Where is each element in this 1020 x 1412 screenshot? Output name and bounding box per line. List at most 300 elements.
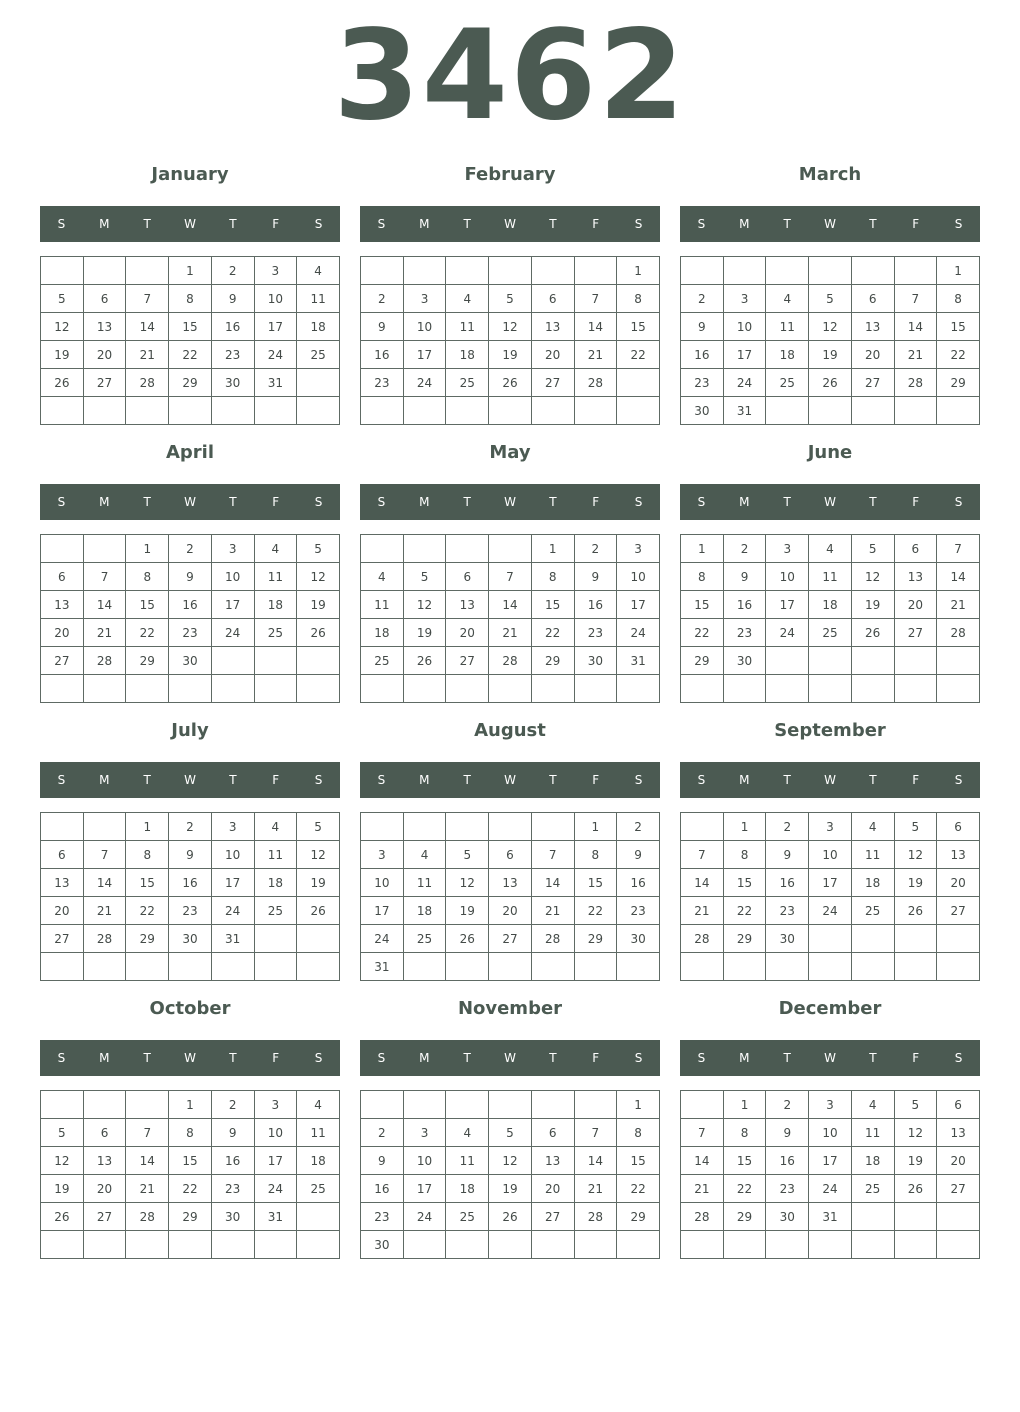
- day-cell: 28: [83, 925, 126, 953]
- day-cell: 3: [403, 285, 446, 313]
- day-grid: [680, 812, 980, 981]
- weekday-header: [360, 206, 660, 242]
- day-cell: 17: [254, 1147, 297, 1175]
- week-row: [361, 897, 660, 925]
- day-cell: 17: [403, 1175, 446, 1203]
- day-cell: 8: [169, 285, 212, 313]
- day-cell: 4: [297, 257, 340, 285]
- day-cell: [403, 397, 446, 425]
- day-cell: 11: [766, 313, 809, 341]
- weekday-label: S: [314, 773, 323, 787]
- weekday-label: M: [99, 495, 110, 509]
- day-cell: [681, 257, 724, 285]
- month-name: April: [165, 442, 215, 463]
- day-cell: 30: [617, 925, 660, 953]
- day-cell: 6: [894, 535, 937, 563]
- day-cell: 16: [766, 869, 809, 897]
- day-cell: 6: [41, 841, 84, 869]
- day-cell: 5: [489, 285, 532, 313]
- day-cell: 23: [681, 369, 724, 397]
- day-cell: 25: [297, 341, 340, 369]
- day-cell: 1: [126, 813, 169, 841]
- day-cell: 29: [126, 647, 169, 675]
- day-cell: 26: [297, 619, 340, 647]
- weekday-header: [360, 484, 660, 520]
- day-cell: 20: [41, 619, 84, 647]
- weekday-label: T: [549, 217, 557, 231]
- day-grid: [360, 1090, 660, 1259]
- week-row: [681, 619, 980, 647]
- day-cell: 7: [574, 1119, 617, 1147]
- day-cell: 14: [894, 313, 937, 341]
- day-cell: 7: [574, 285, 617, 313]
- day-cell: 4: [766, 285, 809, 313]
- week-row: [681, 257, 980, 285]
- day-cell: 20: [851, 341, 894, 369]
- day-cell: 2: [766, 813, 809, 841]
- day-cell: 31: [617, 647, 660, 675]
- day-cell: 25: [254, 619, 297, 647]
- day-cell: 21: [83, 897, 126, 925]
- day-cell: 22: [169, 1175, 212, 1203]
- week-row: [681, 1119, 980, 1147]
- day-cell: 31: [254, 1203, 297, 1231]
- day-cell: 26: [489, 1203, 532, 1231]
- day-cell: 15: [169, 1147, 212, 1175]
- day-cell: 31: [211, 925, 254, 953]
- week-row: [681, 563, 980, 591]
- day-cell: [126, 953, 169, 981]
- day-cell: [489, 1231, 532, 1259]
- day-cell: 31: [254, 369, 297, 397]
- day-cell: 13: [489, 869, 532, 897]
- week-row: [681, 953, 980, 981]
- day-cell: 25: [809, 619, 852, 647]
- day-cell: 8: [723, 841, 766, 869]
- week-row: [41, 1147, 340, 1175]
- day-cell: 9: [361, 1147, 404, 1175]
- day-cell: [169, 953, 212, 981]
- weekday-label: M: [419, 217, 430, 231]
- week-row: [41, 953, 340, 981]
- day-cell: [361, 397, 404, 425]
- day-cell: 31: [361, 953, 404, 981]
- day-cell: 8: [574, 841, 617, 869]
- day-cell: 24: [211, 619, 254, 647]
- day-cell: 18: [851, 869, 894, 897]
- day-cell: [531, 397, 574, 425]
- day-cell: 28: [574, 369, 617, 397]
- day-cell: 12: [851, 563, 894, 591]
- weekday-label: W: [184, 773, 196, 787]
- weekday-label: F: [272, 217, 280, 231]
- day-grid: [40, 256, 340, 425]
- day-cell: 12: [41, 313, 84, 341]
- week-row: [41, 841, 340, 869]
- day-cell: 21: [126, 1175, 169, 1203]
- weekday-label: F: [592, 773, 600, 787]
- day-cell: 5: [809, 285, 852, 313]
- day-cell: 14: [681, 1147, 724, 1175]
- day-cell: 24: [809, 897, 852, 925]
- day-cell: 4: [851, 1091, 894, 1119]
- day-cell: 9: [574, 563, 617, 591]
- day-cell: [41, 1091, 84, 1119]
- day-cell: 5: [489, 1119, 532, 1147]
- day-cell: 1: [531, 535, 574, 563]
- day-cell: [489, 953, 532, 981]
- day-cell: 19: [403, 619, 446, 647]
- day-cell: 13: [937, 841, 980, 869]
- day-cell: [297, 1203, 340, 1231]
- day-cell: 10: [766, 563, 809, 591]
- weekday-label: T: [143, 217, 151, 231]
- day-cell: 21: [83, 619, 126, 647]
- day-cell: 27: [851, 369, 894, 397]
- day-cell: [41, 675, 84, 703]
- day-cell: 27: [83, 1203, 126, 1231]
- day-cell: 20: [83, 1175, 126, 1203]
- day-cell: 10: [211, 563, 254, 591]
- day-cell: [809, 397, 852, 425]
- day-cell: 7: [83, 563, 126, 591]
- day-cell: 23: [617, 897, 660, 925]
- day-cell: 7: [894, 285, 937, 313]
- weekday-label: S: [57, 495, 66, 509]
- day-cell: 11: [851, 841, 894, 869]
- weekday-label: T: [143, 1051, 151, 1065]
- day-cell: 17: [723, 341, 766, 369]
- day-cell: 12: [297, 563, 340, 591]
- weekday-label: T: [229, 495, 237, 509]
- day-cell: 11: [446, 1147, 489, 1175]
- weekday-header: [40, 484, 340, 520]
- day-cell: 10: [809, 841, 852, 869]
- day-cell: 17: [211, 869, 254, 897]
- day-cell: 14: [83, 591, 126, 619]
- day-cell: 22: [169, 341, 212, 369]
- week-row: [681, 1175, 980, 1203]
- month-name: June: [807, 442, 853, 463]
- day-cell: [126, 257, 169, 285]
- day-cell: 29: [617, 1203, 660, 1231]
- weekday-label: T: [869, 773, 877, 787]
- weekday-label: T: [229, 217, 237, 231]
- day-cell: 13: [894, 563, 937, 591]
- week-row: [361, 869, 660, 897]
- day-cell: [489, 675, 532, 703]
- day-cell: 2: [169, 535, 212, 563]
- day-cell: [83, 1091, 126, 1119]
- day-cell: [361, 813, 404, 841]
- day-cell: 12: [809, 313, 852, 341]
- day-cell: 22: [723, 897, 766, 925]
- weekday-label: F: [272, 773, 280, 787]
- day-cell: 15: [126, 591, 169, 619]
- day-cell: 6: [937, 813, 980, 841]
- day-cell: 20: [446, 619, 489, 647]
- weekday-label: S: [954, 217, 963, 231]
- week-row: [361, 341, 660, 369]
- day-cell: 12: [894, 1119, 937, 1147]
- day-cell: 28: [937, 619, 980, 647]
- month-name: November: [457, 998, 563, 1019]
- week-row: [41, 1119, 340, 1147]
- day-cell: 18: [446, 1175, 489, 1203]
- day-cell: [83, 397, 126, 425]
- month-name: January: [151, 164, 229, 185]
- day-cell: [126, 397, 169, 425]
- day-cell: 8: [169, 1119, 212, 1147]
- day-cell: 27: [531, 1203, 574, 1231]
- day-cell: 25: [254, 897, 297, 925]
- weekday-label: F: [592, 217, 600, 231]
- week-row: [361, 841, 660, 869]
- day-cell: 8: [617, 1119, 660, 1147]
- day-cell: [617, 397, 660, 425]
- day-cell: 22: [723, 1175, 766, 1203]
- day-cell: 28: [126, 369, 169, 397]
- day-cell: 5: [446, 841, 489, 869]
- day-cell: 3: [361, 841, 404, 869]
- weekday-label: W: [824, 495, 836, 509]
- day-cell: 14: [531, 869, 574, 897]
- day-cell: 29: [723, 925, 766, 953]
- day-cell: 13: [851, 313, 894, 341]
- week-row: [41, 591, 340, 619]
- day-cell: 8: [531, 563, 574, 591]
- day-cell: 11: [403, 869, 446, 897]
- day-cell: [766, 647, 809, 675]
- day-cell: 15: [681, 591, 724, 619]
- day-cell: 14: [126, 313, 169, 341]
- week-row: [361, 675, 660, 703]
- day-cell: 2: [361, 1119, 404, 1147]
- day-cell: [937, 925, 980, 953]
- day-cell: 16: [211, 1147, 254, 1175]
- day-cell: [403, 1091, 446, 1119]
- day-cell: [297, 675, 340, 703]
- day-cell: 29: [126, 925, 169, 953]
- weekday-label: S: [57, 217, 66, 231]
- week-row: [681, 1231, 980, 1259]
- day-cell: 1: [681, 535, 724, 563]
- day-cell: 9: [766, 1119, 809, 1147]
- day-cell: 14: [126, 1147, 169, 1175]
- day-cell: 26: [41, 369, 84, 397]
- day-cell: 1: [617, 257, 660, 285]
- day-cell: [937, 953, 980, 981]
- weekday-header: [40, 1040, 340, 1076]
- day-cell: 16: [681, 341, 724, 369]
- day-cell: 30: [169, 925, 212, 953]
- day-cell: 6: [531, 1119, 574, 1147]
- week-row: [41, 1091, 340, 1119]
- day-cell: 9: [681, 313, 724, 341]
- week-row: [41, 563, 340, 591]
- week-row: [361, 1203, 660, 1231]
- day-cell: [851, 647, 894, 675]
- day-cell: 8: [681, 563, 724, 591]
- day-cell: 12: [446, 869, 489, 897]
- weekday-label: S: [314, 1051, 323, 1065]
- day-cell: 21: [126, 341, 169, 369]
- month-name: March: [798, 164, 862, 185]
- weekday-label: T: [549, 495, 557, 509]
- week-row: [361, 397, 660, 425]
- day-cell: [254, 647, 297, 675]
- day-cell: 30: [681, 397, 724, 425]
- weekday-label: T: [869, 495, 877, 509]
- weekday-label: M: [99, 217, 110, 231]
- day-cell: 14: [681, 869, 724, 897]
- day-grid: [680, 256, 980, 425]
- day-cell: 28: [894, 369, 937, 397]
- day-cell: 29: [531, 647, 574, 675]
- day-cell: 27: [489, 925, 532, 953]
- day-cell: [403, 813, 446, 841]
- day-cell: 24: [254, 1175, 297, 1203]
- year-title: 3462: [333, 4, 687, 148]
- day-cell: 10: [723, 313, 766, 341]
- day-cell: [937, 675, 980, 703]
- day-cell: [574, 953, 617, 981]
- day-cell: 3: [617, 535, 660, 563]
- day-cell: [83, 535, 126, 563]
- week-row: [681, 591, 980, 619]
- day-cell: [254, 675, 297, 703]
- weekday-label: F: [912, 773, 920, 787]
- day-cell: [851, 925, 894, 953]
- day-cell: 3: [723, 285, 766, 313]
- day-cell: [41, 1231, 84, 1259]
- day-cell: 2: [723, 535, 766, 563]
- day-cell: [617, 675, 660, 703]
- day-cell: 1: [574, 813, 617, 841]
- day-cell: 25: [766, 369, 809, 397]
- day-cell: [489, 257, 532, 285]
- weekday-label: S: [377, 495, 386, 509]
- day-cell: [41, 535, 84, 563]
- day-cell: 2: [169, 813, 212, 841]
- day-cell: 23: [169, 897, 212, 925]
- weekday-label: S: [377, 217, 386, 231]
- day-cell: 11: [297, 1119, 340, 1147]
- week-row: [41, 285, 340, 313]
- weekday-header: [40, 762, 340, 798]
- day-cell: 8: [617, 285, 660, 313]
- day-cell: 22: [126, 897, 169, 925]
- day-cell: 24: [254, 341, 297, 369]
- day-cell: 11: [254, 841, 297, 869]
- day-cell: 22: [617, 341, 660, 369]
- day-cell: 18: [254, 869, 297, 897]
- week-row: [41, 869, 340, 897]
- day-cell: 17: [254, 313, 297, 341]
- day-cell: [361, 675, 404, 703]
- weekday-label: S: [954, 773, 963, 787]
- day-cell: [403, 257, 446, 285]
- week-row: [361, 369, 660, 397]
- day-cell: 27: [83, 369, 126, 397]
- day-cell: 20: [489, 897, 532, 925]
- day-cell: [851, 675, 894, 703]
- day-cell: [361, 257, 404, 285]
- weekday-label: M: [99, 1051, 110, 1065]
- week-row: [41, 397, 340, 425]
- day-cell: [851, 1203, 894, 1231]
- weekday-label: T: [783, 1051, 791, 1065]
- day-cell: 17: [766, 591, 809, 619]
- weekday-header: [40, 206, 340, 242]
- day-cell: 9: [211, 1119, 254, 1147]
- day-cell: 23: [361, 369, 404, 397]
- week-row: [41, 925, 340, 953]
- day-cell: 2: [211, 257, 254, 285]
- day-grid: [40, 1090, 340, 1259]
- day-cell: 13: [531, 313, 574, 341]
- day-cell: 13: [83, 1147, 126, 1175]
- week-row: [361, 619, 660, 647]
- day-cell: 13: [83, 313, 126, 341]
- weekday-label: W: [184, 495, 196, 509]
- day-cell: 18: [403, 897, 446, 925]
- day-cell: 10: [617, 563, 660, 591]
- day-grid: [40, 534, 340, 703]
- day-cell: 25: [297, 1175, 340, 1203]
- day-cell: 10: [211, 841, 254, 869]
- day-cell: 13: [41, 869, 84, 897]
- day-grid: [360, 812, 660, 981]
- weekday-label: M: [99, 773, 110, 787]
- day-cell: 30: [361, 1231, 404, 1259]
- day-cell: 12: [489, 313, 532, 341]
- weekday-label: S: [697, 217, 706, 231]
- day-cell: 9: [169, 841, 212, 869]
- day-cell: 29: [169, 369, 212, 397]
- day-cell: 27: [937, 897, 980, 925]
- day-cell: [446, 1231, 489, 1259]
- week-row: [681, 341, 980, 369]
- weekday-label: M: [419, 1051, 430, 1065]
- weekday-label: F: [912, 495, 920, 509]
- day-cell: [489, 1091, 532, 1119]
- day-cell: 14: [937, 563, 980, 591]
- week-row: [41, 313, 340, 341]
- day-cell: 30: [574, 647, 617, 675]
- day-cell: 25: [361, 647, 404, 675]
- day-cell: 10: [403, 313, 446, 341]
- day-cell: 7: [681, 841, 724, 869]
- day-cell: 6: [83, 285, 126, 313]
- day-cell: 23: [766, 897, 809, 925]
- day-cell: 16: [361, 341, 404, 369]
- day-cell: 8: [723, 1119, 766, 1147]
- weekday-label: S: [57, 1051, 66, 1065]
- weekday-label: F: [272, 1051, 280, 1065]
- day-grid: [40, 812, 340, 981]
- day-cell: [894, 953, 937, 981]
- weekday-label: W: [504, 1051, 516, 1065]
- day-cell: 3: [766, 535, 809, 563]
- week-row: [41, 1203, 340, 1231]
- day-cell: 26: [446, 925, 489, 953]
- week-row: [681, 841, 980, 869]
- day-cell: 23: [211, 341, 254, 369]
- day-cell: [403, 1231, 446, 1259]
- day-cell: 20: [531, 341, 574, 369]
- day-cell: [297, 397, 340, 425]
